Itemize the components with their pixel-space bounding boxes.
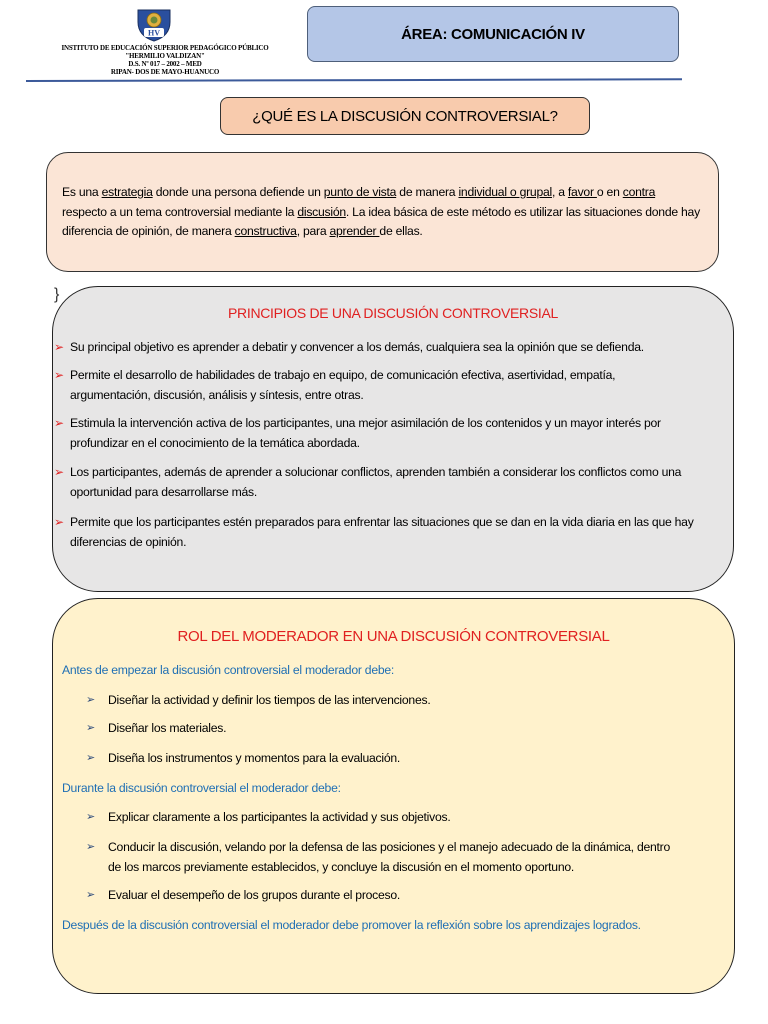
- underlined-term: punto de vista: [323, 185, 397, 199]
- principle-text: Estimula la intervención activa de los participantes, una mejor asimilación de los contenidos y un mayor interés por profundizar en el conocimiento de la temática abordada.: [70, 416, 661, 450]
- arrow-bullet-icon: ➢: [54, 465, 64, 479]
- definition-segment: de manera: [396, 185, 459, 199]
- moderator-item-text: Diseñar los materiales.: [108, 721, 227, 735]
- underlined-term: contra: [622, 185, 656, 199]
- moderator-item-text: Diseñar la actividad y definir los tiempos de las intervenciones.: [108, 693, 431, 707]
- arrow-bullet-icon: ➢: [86, 889, 95, 901]
- moderator-item: [86, 808, 686, 828]
- before-heading: Antes de empezar la discusión controversial el moderador debe:: [62, 663, 395, 677]
- principles-title: PRINCIPIOS DE UNA DISCUSIÓN CONTROVERSIAL: [228, 305, 558, 321]
- principle-item: [54, 338, 694, 358]
- closing-text: Después de la discusión controversial el moderador debe promover la reflexión sobre los aprendizajes logrados.: [62, 918, 641, 932]
- arrow-bullet-icon: ➢: [54, 416, 64, 430]
- institution-line: D.S. Nº 017 – 2002 – MED: [128, 60, 202, 68]
- principle-text: Su principal objetivo es aprender a debatir y convencer a los demás, cualquiera sea la opinión que se defienda.: [70, 340, 644, 354]
- moderator-item: [86, 886, 686, 906]
- principle-text: Permite el desarrollo de habilidades de trabajo en equipo, de comunicación efectiva, asertividad, empatía, argumentación, discusión, análisis y síntesis, entre otras.: [70, 368, 616, 402]
- definition-segment: Es una: [62, 185, 102, 199]
- moderator-item-text: Explicar claramente a los participantes la actividad y sus objetivos.: [108, 810, 451, 824]
- header-divider: [26, 78, 682, 82]
- arrow-bullet-icon: ➢: [86, 841, 95, 853]
- moderator-item-text: Conducir la discusión, velando por la defensa de las posiciones y el manejo adecuado de la dinámica, dentro de los marcos previamente establecidos, y concluye la discusión en el momento oportuno.: [108, 840, 671, 874]
- principle-item: [54, 414, 694, 453]
- moderator-item: [86, 838, 686, 877]
- brace-mark: }: [54, 286, 60, 303]
- arrow-bullet-icon: ➢: [86, 752, 95, 764]
- definition-segment: donde una persona defiende un: [152, 185, 324, 199]
- moderator-item-text: Evaluar el desempeño de los grupos durante el proceso.: [108, 888, 401, 902]
- definition-segment: o en: [596, 185, 623, 199]
- principle-text: Los participantes, además de aprender a solucionar conflictos, aprenden también a considerar los conflictos como una oportunidad para desarrollarse más.: [70, 465, 682, 499]
- arrow-bullet-icon: ➢: [86, 722, 95, 734]
- definition-segment: , para: [296, 224, 330, 238]
- principle-text: Permite que los participantes estén preparados para enfrentar las situaciones que se dan en la vida diaria en las que hay diferencias de opinión.: [70, 515, 694, 549]
- moderator-item: [86, 691, 686, 711]
- underlined-term: constructiva: [234, 224, 297, 238]
- underlined-term: discusión: [297, 204, 346, 219]
- institution-line: "HERMILIO VALDIZAN": [125, 52, 205, 60]
- moderator-box: [52, 598, 735, 994]
- arrow-bullet-icon: ➢: [54, 515, 64, 529]
- moderator-item: [86, 719, 686, 739]
- principle-item: [54, 463, 694, 502]
- underlined-term: favor: [567, 185, 597, 199]
- arrow-bullet-icon: ➢: [54, 340, 64, 354]
- underlined-term: aprender: [329, 224, 380, 238]
- definition-segment: respecto a un tema controversial mediante la: [62, 204, 298, 219]
- page-title: ¿QUÉ ES LA DISCUSIÓN CONTROVERSIAL?: [220, 97, 590, 135]
- moderator-title: ROL DEL MODERADOR EN UNA DISCUSIÓN CONTROVERSIAL: [177, 628, 610, 645]
- institution-shield-icon: [134, 8, 174, 42]
- institution-name: [40, 44, 290, 76]
- principle-item: [54, 513, 694, 552]
- moderator-item: [86, 749, 686, 769]
- logo-text: HV: [148, 28, 160, 38]
- definition-segment: , a: [551, 185, 568, 199]
- institution-line: RIPAN- DOS DE MAYO-HUANUCO: [110, 68, 220, 76]
- arrow-bullet-icon: ➢: [86, 811, 95, 823]
- definition-text: [62, 183, 702, 242]
- during-heading: Durante la discusión controversial el moderador debe:: [62, 781, 341, 795]
- moderator-item-text: Diseña los instrumentos y momentos para la evaluación.: [108, 751, 401, 765]
- area-title: ÁREA: COMUNICACIÓN IV: [307, 6, 679, 62]
- arrow-bullet-icon: ➢: [54, 368, 64, 382]
- definition-segment: de ellas.: [379, 224, 423, 238]
- underlined-term: individual o grupal: [458, 185, 552, 199]
- principle-item: [54, 366, 694, 405]
- definition-segment: . La idea básica de este método es utilizar las situaciones donde hay diferencia de opinión, de manera: [62, 204, 700, 238]
- underlined-term: estrategia: [101, 185, 153, 199]
- arrow-bullet-icon: ➢: [86, 694, 95, 706]
- institution-line: INSTITUTO DE EDUCACIÓN SUPERIOR PEDAGÓGICO PÚBLICO: [61, 44, 269, 52]
